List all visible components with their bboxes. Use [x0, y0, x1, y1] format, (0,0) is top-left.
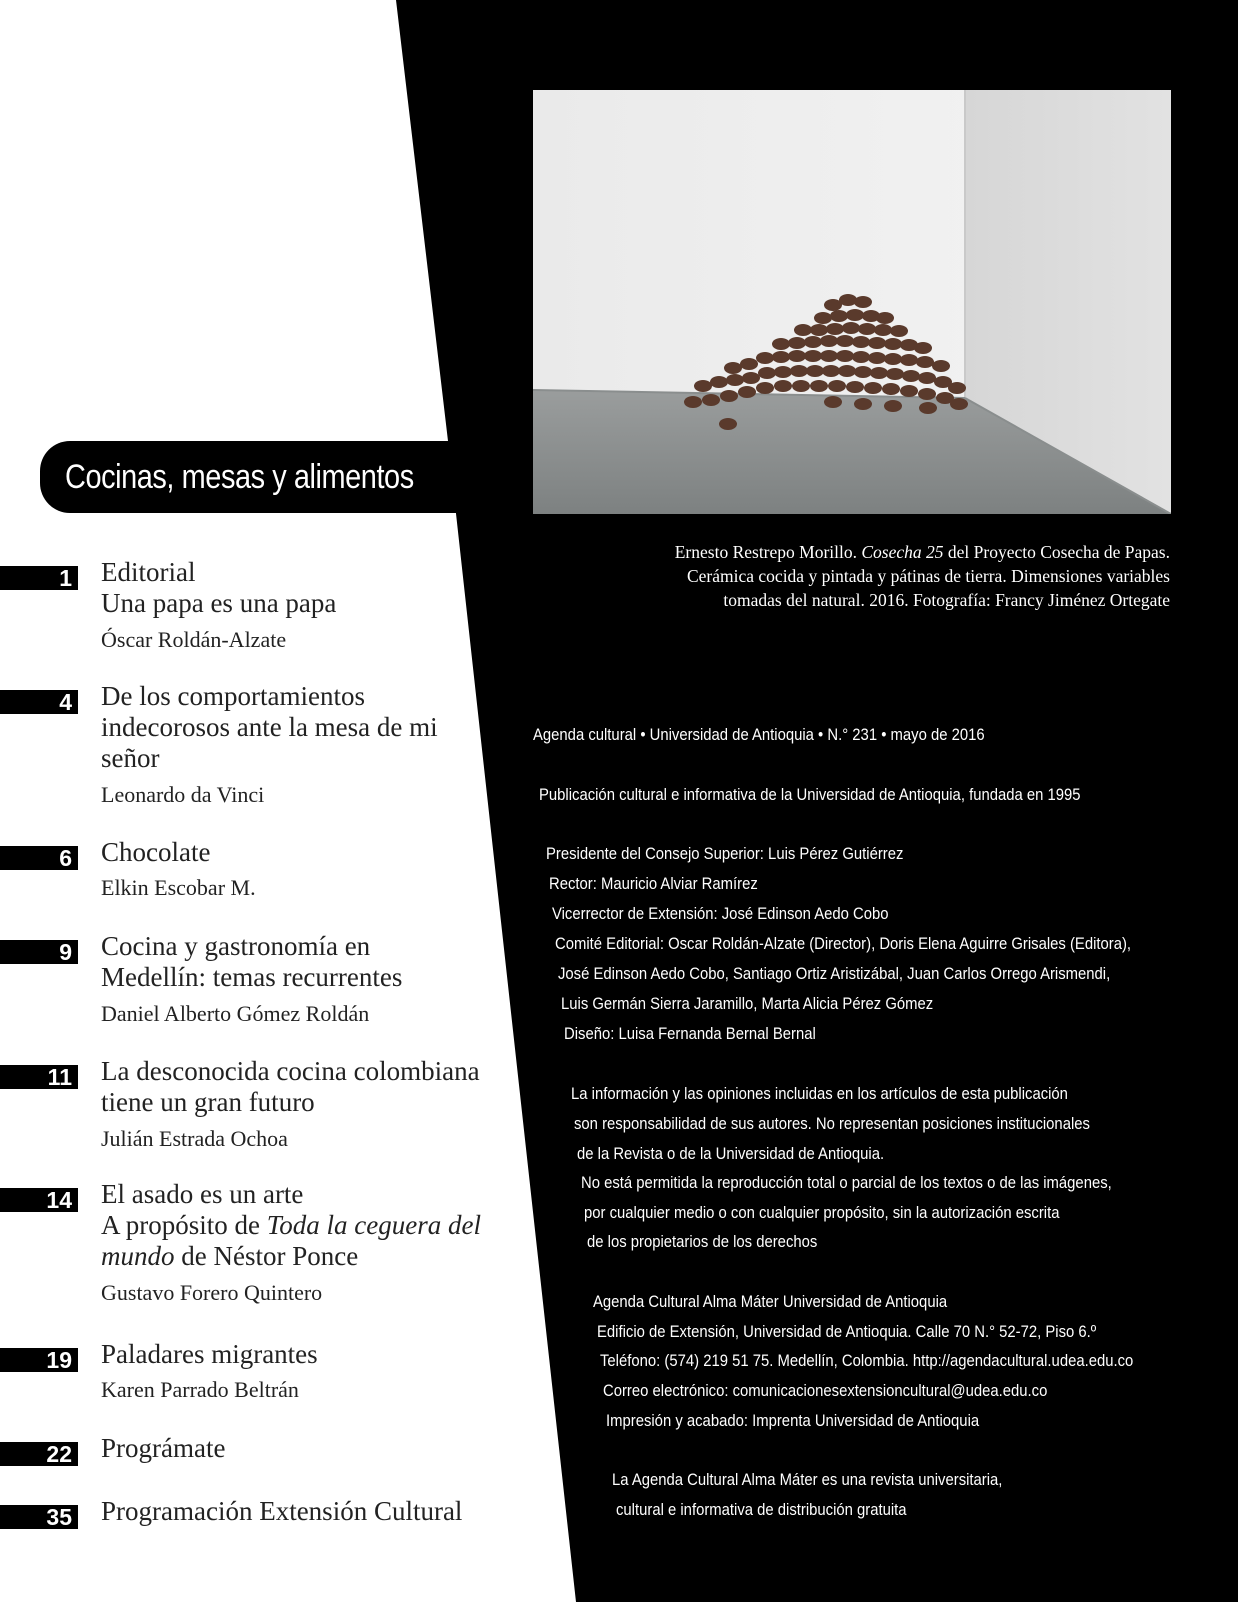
- toc-title-line: Editorial: [101, 557, 196, 587]
- disclaimer-line: La información y las opiniones incluidas en los artículos de esta publicación: [571, 1085, 1068, 1103]
- caption-author: Ernesto Restrepo Morillo.: [674, 542, 862, 562]
- toc-author: Daniel Alberto Gómez Roldán: [101, 1001, 370, 1026]
- caption-line-3: tomadas del natural. 2016. Fotografía: Francy Jiménez Ortegate: [723, 590, 1170, 610]
- page-number-badge: 35: [0, 1505, 78, 1529]
- disclaimer-line: de la Revista o de la Universidad de Antioquia.: [577, 1145, 885, 1163]
- toc-author: Leonardo da Vinci: [101, 782, 265, 807]
- credit-line: Diseño: Luisa Fernanda Bernal Bernal: [564, 1025, 816, 1043]
- contact-line: Impresión y acabado: Imprenta Universidad de Antioquia: [606, 1412, 980, 1430]
- contact-line: Correo electrónico: comunicacionesextensioncultural@udea.edu.co: [603, 1382, 1048, 1400]
- book-title: Toda la ceguera del mundo: [101, 1210, 481, 1271]
- credit-line: Rector: Mauricio Alviar Ramírez: [549, 875, 758, 893]
- page-number-badge: 9: [0, 940, 78, 964]
- credit-line: Vicerrector de Extensión: José Edinson Aedo Cobo: [552, 905, 889, 923]
- toc-author: Elkin Escobar M.: [101, 875, 256, 900]
- disclaimer-line: de los propietarios de los derechos: [587, 1233, 818, 1251]
- toc-author: Gustavo Forero Quintero: [101, 1280, 323, 1305]
- page-number-badge: 14: [0, 1188, 78, 1212]
- caption-project: del Proyecto Cosecha de Papas.: [943, 542, 1170, 562]
- subtitle-prefix: A propósito de: [101, 1210, 267, 1240]
- disclaimer-line: No está permitida la reproducción total o parcial de los textos o de las imágenes,: [581, 1174, 1112, 1192]
- contact-line: Teléfono: (574) 219 51 75. Medellín, Colombia. http://agendacultural.udea.edu.co: [600, 1352, 1134, 1370]
- page-number-badge: 4: [0, 690, 78, 714]
- disclaimer-line: por cualquier medio o con cualquier propósito, sin la autorización escrita: [584, 1204, 1060, 1222]
- credit-line: Comité Editorial: Oscar Roldán-Alzate (Director), Doris Elena Aguirre Grisales (Editora),: [555, 935, 1132, 953]
- publication-line: Publicación cultural e informativa de la Universidad de Antioquia, fundada en 1995: [539, 786, 1081, 804]
- caption-work-title: Cosecha 25: [861, 542, 944, 562]
- caption-line-1: [530, 540, 1170, 564]
- toc-title: Prográmate: [101, 1433, 226, 1463]
- toc-title: Chocolate: [101, 837, 211, 867]
- disclaimer-line: son responsabilidad de sus autores. No representan posiciones institucionales: [574, 1115, 1090, 1133]
- credit-line: Luis Germán Sierra Jaramillo, Marta Alicia Pérez Gómez: [561, 995, 934, 1013]
- toc-title: La desconocida cocina colombiana tiene un gran futuro: [101, 1056, 480, 1117]
- contact-line: Agenda Cultural Alma Máter Universidad de Antioquia: [593, 1293, 948, 1311]
- toc-author: Karen Parrado Beltrán: [101, 1377, 299, 1402]
- toc-title: Paladares migrantes: [101, 1339, 318, 1369]
- about-line: La Agenda Cultural Alma Máter es una revista universitaria,: [612, 1471, 1003, 1489]
- toc-title-line: El asado es un arte: [101, 1179, 304, 1209]
- page-number-badge: 1: [0, 566, 78, 590]
- section-title: Cocinas, mesas y alimentos: [65, 458, 414, 496]
- toc-subtitle: Una papa es una papa: [101, 588, 337, 618]
- toc-title: Programación Extensión Cultural: [101, 1496, 463, 1526]
- photo-caption: [530, 540, 1170, 612]
- caption-line-2: Cerámica cocida y pintada y pátinas de tierra. Dimensiones variables: [686, 566, 1170, 586]
- toc-subtitle: [101, 1210, 501, 1272]
- toc-title: [101, 1179, 501, 1272]
- credit-line: Presidente del Consejo Superior: Luis Pérez Gutiérrez: [546, 845, 904, 863]
- toc-title: De los comportamientos indecorosos ante la mesa de mi señor: [101, 681, 438, 773]
- toc-author: Óscar Roldán-Alzate: [101, 627, 287, 652]
- about-line: cultural e informativa de distribución gratuita: [616, 1501, 907, 1519]
- page-number-badge: 6: [0, 846, 78, 870]
- section-title-tab: [40, 441, 460, 513]
- toc-title: [101, 557, 521, 619]
- toc-title: Cocina y gastronomía en Medellín: temas recurrentes: [101, 931, 403, 992]
- credit-line: José Edinson Aedo Cobo, Santiago Ortiz Aristizábal, Juan Carlos Orrego Arismendi,: [558, 965, 1111, 983]
- toc-author: Julián Estrada Ochoa: [101, 1126, 288, 1151]
- subtitle-suffix: de Néstor Ponce: [174, 1241, 359, 1271]
- page-number-badge: 22: [0, 1442, 78, 1466]
- issue-line: Agenda cultural • Universidad de Antioquia • N.° 231 • mayo de 2016: [533, 726, 985, 744]
- page-number-badge: 11: [0, 1065, 78, 1089]
- page-number-badge: 19: [0, 1348, 78, 1372]
- contact-line: Edificio de Extensión, Universidad de Antioquia. Calle 70 N.° 52-72, Piso 6.º: [597, 1323, 1097, 1341]
- artwork-photo: [533, 90, 1171, 514]
